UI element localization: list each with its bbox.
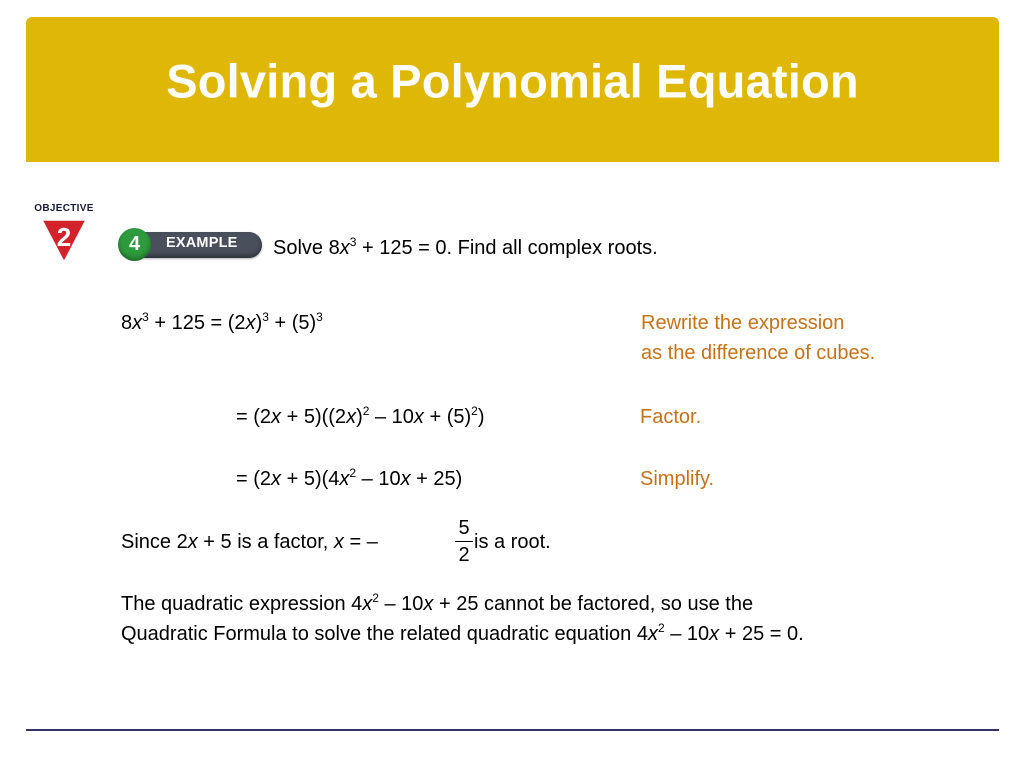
title-bar [26, 17, 999, 162]
since-statement-end: is a root. [474, 531, 551, 553]
example-number-circle [118, 228, 151, 261]
step-simplify: = $(2x + 5)(4x^2 - 10x + 25)$ [236, 466, 463, 490]
fraction-bar [455, 541, 473, 542]
example-label: EXAMPLE [166, 235, 238, 251]
fraction-numerator: 5 [458, 517, 470, 539]
step-rewrite: $8x^3 + 125 = (2x)^3 + (5)^3$ [121, 310, 323, 334]
example-prompt: Solve $8x^3 + 125 = 0$. Find all complex roots. [273, 235, 658, 259]
note-rewrite: Rewrite the expression as the difference of cubes. [641, 312, 876, 364]
note-simplify: Simplify. [640, 468, 715, 490]
note-factor: Factor. [640, 406, 702, 428]
objective-marker [28, 203, 100, 265]
quadratic-line-1: The quadratic expression $4x^2 - 10x + 25$ cannot be factored, so use the [121, 591, 754, 615]
fraction-denominator: 2 [458, 544, 470, 566]
objective-number: 2 [56, 222, 72, 252]
page-title: Solving a Polynomial Equation [166, 54, 859, 108]
step-factor: = $(2x + 5)((2x)^2 - 10x + (5)^2)$ [236, 404, 485, 428]
fraction-five-halves [455, 516, 473, 567]
objective-triangle-icon [40, 216, 88, 264]
since-statement-start: Since 2x + 5 is a factor, x = – [121, 531, 378, 553]
example-number: 4 [128, 233, 141, 255]
objective-label: OBJECTIVE [34, 203, 94, 214]
bottom-divider [26, 729, 999, 731]
example-badge [118, 228, 263, 261]
quadratic-line-2: Quadratic Formula to solve the related quadratic equation $4x^2 - 10x + 25 = 0$. [121, 621, 804, 645]
